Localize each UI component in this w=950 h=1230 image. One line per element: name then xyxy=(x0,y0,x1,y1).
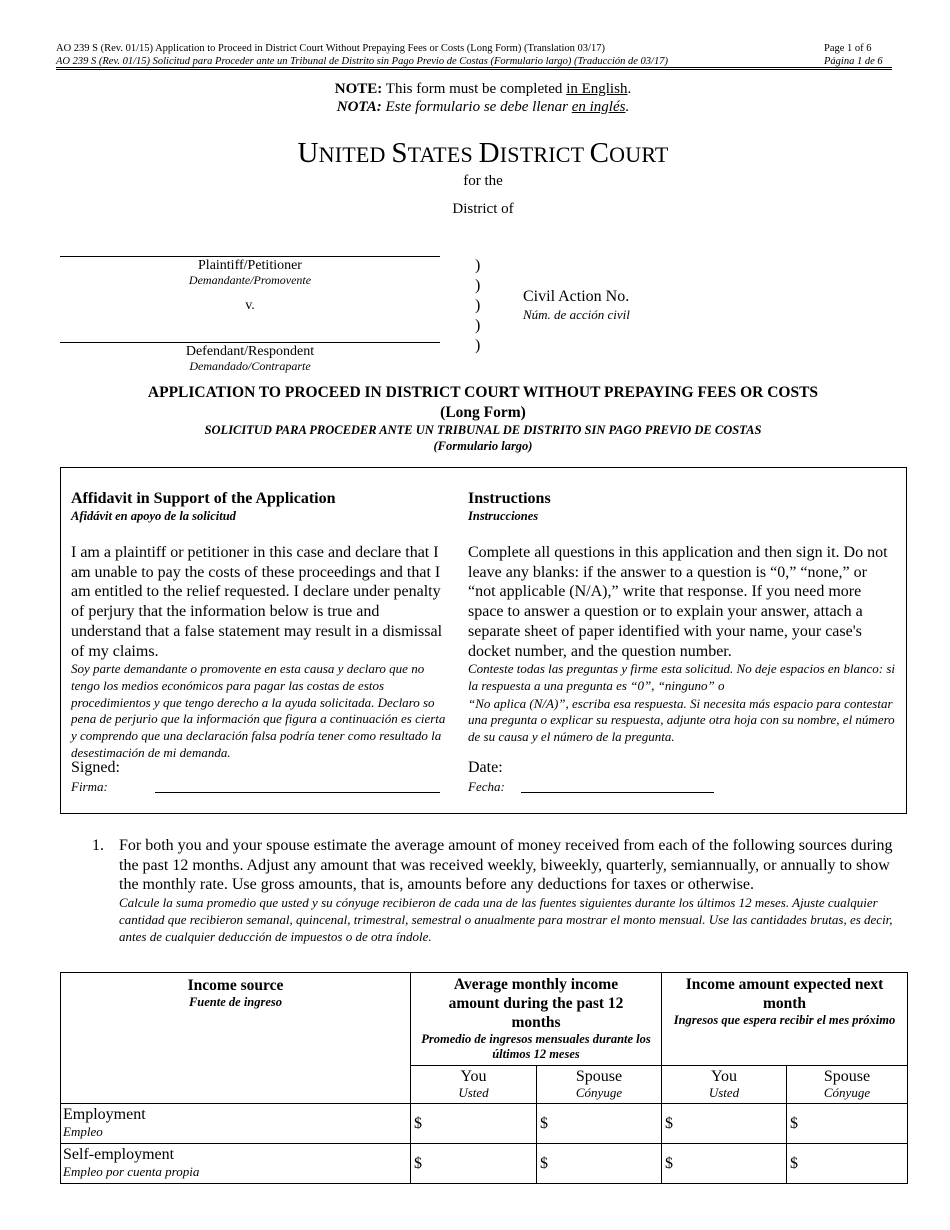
question-1-number: 1. xyxy=(92,837,104,854)
affidavit-heading-es: Afidávit en apoyo de la solicitud xyxy=(71,509,236,523)
average-income-header-es: Promedio de ingresos mensuales durante los últimos 12 meses xyxy=(421,1032,651,1061)
row-label-employment-es: Empleo xyxy=(63,1124,103,1139)
court-title-istrict: ISTRICT xyxy=(499,142,590,167)
application-subtitle-en: (Long Form) xyxy=(440,404,526,421)
civil-action-label-es: Núm. de acción civil xyxy=(523,307,630,322)
col-you-expected-en: You xyxy=(711,1068,737,1085)
court-title-nited: NITED xyxy=(318,142,392,167)
bracket-column: ) ) ) ) ) xyxy=(475,257,481,354)
affidavit-column xyxy=(71,489,447,761)
plaintiff-line[interactable] xyxy=(60,256,440,257)
row-label-employment xyxy=(61,1104,411,1144)
instructions-heading-en: Instructions xyxy=(468,490,551,507)
instructions-body-es-1: Conteste todas las preguntas y firme esta solicitud. No deje espacios en blanco: si la respuesta a una pregunta es “0”, “ninguno” o xyxy=(468,661,896,693)
row-label-self-employment-es: Empleo por cuenta propia xyxy=(63,1164,200,1179)
income-source-header-en: Income source xyxy=(187,977,284,994)
court-title-s: S xyxy=(391,137,408,169)
row-label-self-employment xyxy=(61,1144,411,1184)
amount-field[interactable] xyxy=(787,1144,908,1184)
col-you-expected xyxy=(662,1066,787,1104)
form-id-en: AO 239 S (Rev. 01/15) Application to Proceed in District Court Without Prepaying Fees or Costs (Long Form) (Translation 03/17) xyxy=(56,43,605,54)
question-1 xyxy=(119,836,905,945)
note-es xyxy=(8,98,950,116)
currency-symbol: $ xyxy=(665,1154,673,1172)
amount-field[interactable] xyxy=(411,1104,537,1144)
district-of: District of xyxy=(452,201,514,217)
currency-symbol: $ xyxy=(790,1114,798,1132)
note-text-en: This form must be completed xyxy=(382,81,567,97)
amount-field[interactable] xyxy=(662,1144,787,1184)
versus: v. xyxy=(245,298,255,313)
income-source-header-es: Fuente de ingreso xyxy=(188,995,283,1009)
col-you-average-en: You xyxy=(460,1068,487,1085)
instructions-body-en: Complete all questions in this application and then sign it. Do not leave any blanks: if the answer to a question is “0,” “none,” or “not applicable (N/A),” write that response. If you need more space to answer a question or to explain your answer, attach a separate sheet of paper identified with your name, your case's docket number, and the question number. xyxy=(468,544,888,660)
expected-income-header-es: Ingresos que espera recibir el mes próximo xyxy=(673,1013,896,1027)
note-link-es: en inglés xyxy=(571,99,626,115)
civil-action-label-en: Civil Action No. xyxy=(523,288,630,305)
currency-symbol: $ xyxy=(665,1114,673,1132)
col-you-average xyxy=(411,1066,537,1104)
court-title xyxy=(0,136,950,172)
col-spouse-expected-en: Spouse xyxy=(823,1068,871,1085)
plaintiff-label-en: Plaintiff/Petitioner xyxy=(198,258,302,273)
col-spouse-expected-es: Cónyuge xyxy=(823,1085,871,1100)
table-row xyxy=(61,1144,908,1184)
page-number-es: Página 1 de 6 xyxy=(824,56,883,67)
note-link-en: in English xyxy=(566,81,628,97)
plaintiff-label xyxy=(60,258,440,288)
instructions-heading-es: Instrucciones xyxy=(468,509,539,523)
col-spouse-expected xyxy=(787,1066,908,1104)
application-title-es: SOLICITUD PARA PROCEDER ANTE UN TRIBUNAL DE DISTRITO SIN PAGO PREVIO DE COSTAS xyxy=(204,423,762,437)
instructions-body-es-2: “No aplica (N/A)”, escriba esa respuesta. Si necesita más espacio para contestar una pregunta o explicar su respuesta, adjunte otra hoja con su nombre, el número de su causa y el número de la pregunta. xyxy=(468,695,895,745)
expected-income-header xyxy=(662,973,908,1066)
affidavit-heading-en: Affidavit in Support of the Application xyxy=(71,490,336,507)
form-id-es: AO 239 S (Rev. 01/15) Solicitud para Proceder ante un Tribunal de Distrito sin Pago Previo de Costas (Formulario largo) (Traducción de 03/17) xyxy=(56,56,668,67)
average-income-header xyxy=(411,973,662,1066)
note-label-es: NOTA: xyxy=(336,99,382,115)
page-number-en: Page 1 of 6 xyxy=(824,43,872,54)
col-spouse-average-es: Cónyuge xyxy=(575,1085,623,1100)
currency-symbol: $ xyxy=(414,1154,422,1172)
plaintiff-label-es: Demandante/Promovente xyxy=(188,273,312,287)
note-end-es: . xyxy=(625,99,630,115)
court-title-ourt: OURT xyxy=(609,142,669,167)
question-1-text-en: For both you and your spouse estimate the average amount of money received from each of the following sources during the past 12 months. Adjust any amount that was received weekly, biweekly, quarterly, semiannually, or annually to show the monthly rate. Use gross amounts, that is, amounts before any deductions for taxes or otherwise. xyxy=(119,837,893,894)
affidavit-body-en: I am a plaintiff or petitioner in this case and declare that I am unable to pay the costs of these proceedings and that I am entitled to the relief requested. I declare under penalty of perjury that the information below is true and understand that a false statement may result in a dismissal of my claims. xyxy=(71,544,443,660)
amount-field[interactable] xyxy=(537,1104,662,1144)
application-subtitle-es: (Formulario largo) xyxy=(433,439,533,453)
date-line[interactable] xyxy=(521,792,714,793)
amount-field[interactable] xyxy=(787,1104,908,1144)
col-spouse-average-en: Spouse xyxy=(575,1068,623,1085)
header-rule xyxy=(56,67,892,68)
currency-symbol: $ xyxy=(540,1154,548,1172)
note-en xyxy=(8,80,950,98)
row-label-self-employment-en: Self-employment xyxy=(63,1146,175,1163)
for-the: for the xyxy=(463,173,503,189)
court-title-d: D xyxy=(478,137,500,169)
col-spouse-average xyxy=(537,1066,662,1104)
defendant-label-es: Demandado/Contraparte xyxy=(189,359,311,373)
expected-income-header-en: Income amount expected next month xyxy=(685,976,884,1012)
court-title-tates: TATES xyxy=(407,142,479,167)
table-row xyxy=(61,1104,908,1144)
court-title-u: U xyxy=(297,137,319,169)
income-table xyxy=(60,972,908,1184)
signed-label-en: Signed: xyxy=(71,759,120,776)
row-label-employment-en: Employment xyxy=(63,1106,146,1123)
col-you-expected-es: Usted xyxy=(708,1085,740,1100)
income-source-header xyxy=(61,973,411,1104)
note-end-en: . xyxy=(627,81,632,97)
question-1-text-es: Calcule la suma promedio que usted y su cónyuge recibieron de cada una de las fuentes siguientes durante los últimos 12 meses. Ajuste cualquier cantidad que recibieron semanal, quincenal, trimestral, semestral o anualmente para mostrar el monto mensual. Use las cantidades brutas, es decir, antes de cualquier deducción de impuestos o de otra índole. xyxy=(119,895,893,944)
defendant-label-en: Defendant/Respondent xyxy=(185,344,315,359)
note-text-es: Este formulario se debe llenar xyxy=(381,99,572,115)
signed-label-es: Firma: xyxy=(71,779,108,794)
header-rule-double xyxy=(56,69,892,70)
currency-symbol: $ xyxy=(540,1114,548,1132)
currency-symbol: $ xyxy=(414,1114,422,1132)
date-label-es: Fecha: xyxy=(468,779,505,794)
application-title-en: APPLICATION TO PROCEED IN DISTRICT COURT WITHOUT PREPAYING FEES OR COSTS xyxy=(147,384,819,401)
col-you-average-es: Usted xyxy=(458,1085,489,1100)
currency-symbol: $ xyxy=(790,1154,798,1172)
defendant-label xyxy=(60,344,440,374)
amount-field[interactable] xyxy=(411,1144,537,1184)
defendant-line[interactable] xyxy=(60,342,440,343)
affidavit-body-es: Soy parte demandante o promovente en esta causa y declaro que no tengo los medios económicos para pagar las costas de estos procedimientos y que tengo derecho a la ayuda solicitada. Declaro so pena de perjurio que la información que figura a continuación es cierta y comprendo que una declaración falsa podría tener como resultado la desestimación de mi demanda. xyxy=(71,661,446,760)
court-title-c: C xyxy=(589,137,610,169)
amount-field[interactable] xyxy=(662,1104,787,1144)
note-label-en: NOTE: xyxy=(334,81,383,97)
date-label-en: Date: xyxy=(468,759,503,776)
signature-line[interactable] xyxy=(155,792,440,793)
average-income-header-en: Average monthly income amount during the past 12 months xyxy=(448,976,624,1031)
amount-field[interactable] xyxy=(537,1144,662,1184)
instructions-column xyxy=(468,489,896,746)
